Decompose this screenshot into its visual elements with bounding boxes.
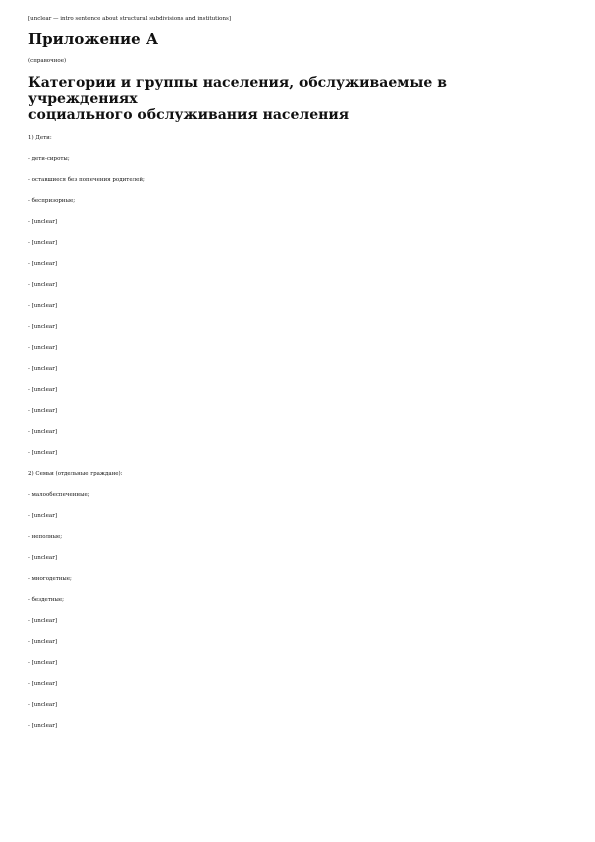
list-item: - [unclear] (28, 513, 57, 519)
list-item: - малообеспеченные; (28, 492, 90, 498)
intro-paragraph: [unclear — intro sentence about structural subdivisions and institutions] (28, 16, 231, 22)
list-item: - многодетные; (28, 576, 72, 582)
list-item: - [unclear] (28, 240, 57, 246)
list-item: - [unclear] (28, 639, 57, 645)
list-item: - [unclear] (28, 702, 57, 708)
list-item: - [unclear] (28, 723, 57, 729)
list-item: - [unclear] (28, 366, 57, 372)
list-item: - [unclear] (28, 261, 57, 267)
document-title (28, 75, 567, 123)
title-line-3: социального обслуживания населения (28, 107, 350, 123)
list-item: - дети-сироты; (28, 156, 70, 162)
list-item: - [unclear] (28, 345, 57, 351)
list-item: - неполные; (28, 534, 63, 540)
list-item: - бездетные; (28, 597, 65, 603)
list-item: - [unclear] (28, 429, 57, 435)
list-item: - [unclear] (28, 660, 57, 666)
appendix-title: Приложение А (28, 30, 159, 48)
list-item: - [unclear] (28, 681, 57, 687)
section-heading-families: 2) Семьи (отдельные граждане): (28, 471, 123, 477)
list-item: - [unclear] (28, 282, 57, 288)
list-item: - оставшиеся без попечения родителей; (28, 177, 145, 183)
title-line-2: учреждениях (28, 91, 138, 107)
list-item: - [unclear] (28, 555, 57, 561)
list-item: - [unclear] (28, 387, 57, 393)
list-item: - [unclear] (28, 450, 57, 456)
list-item: - [unclear] (28, 408, 57, 414)
list-item: - беспризорные; (28, 198, 76, 204)
title-line-1: Категории и группы населения, обслуживаемые в (28, 75, 447, 91)
appendix-note: (справочное) (28, 58, 67, 64)
list-item: - [unclear] (28, 324, 57, 330)
list-item: - [unclear] (28, 219, 57, 225)
section-heading-children: 1) Дети: (28, 135, 52, 141)
list-item: - [unclear] (28, 303, 57, 309)
list-item: - [unclear] (28, 618, 57, 624)
